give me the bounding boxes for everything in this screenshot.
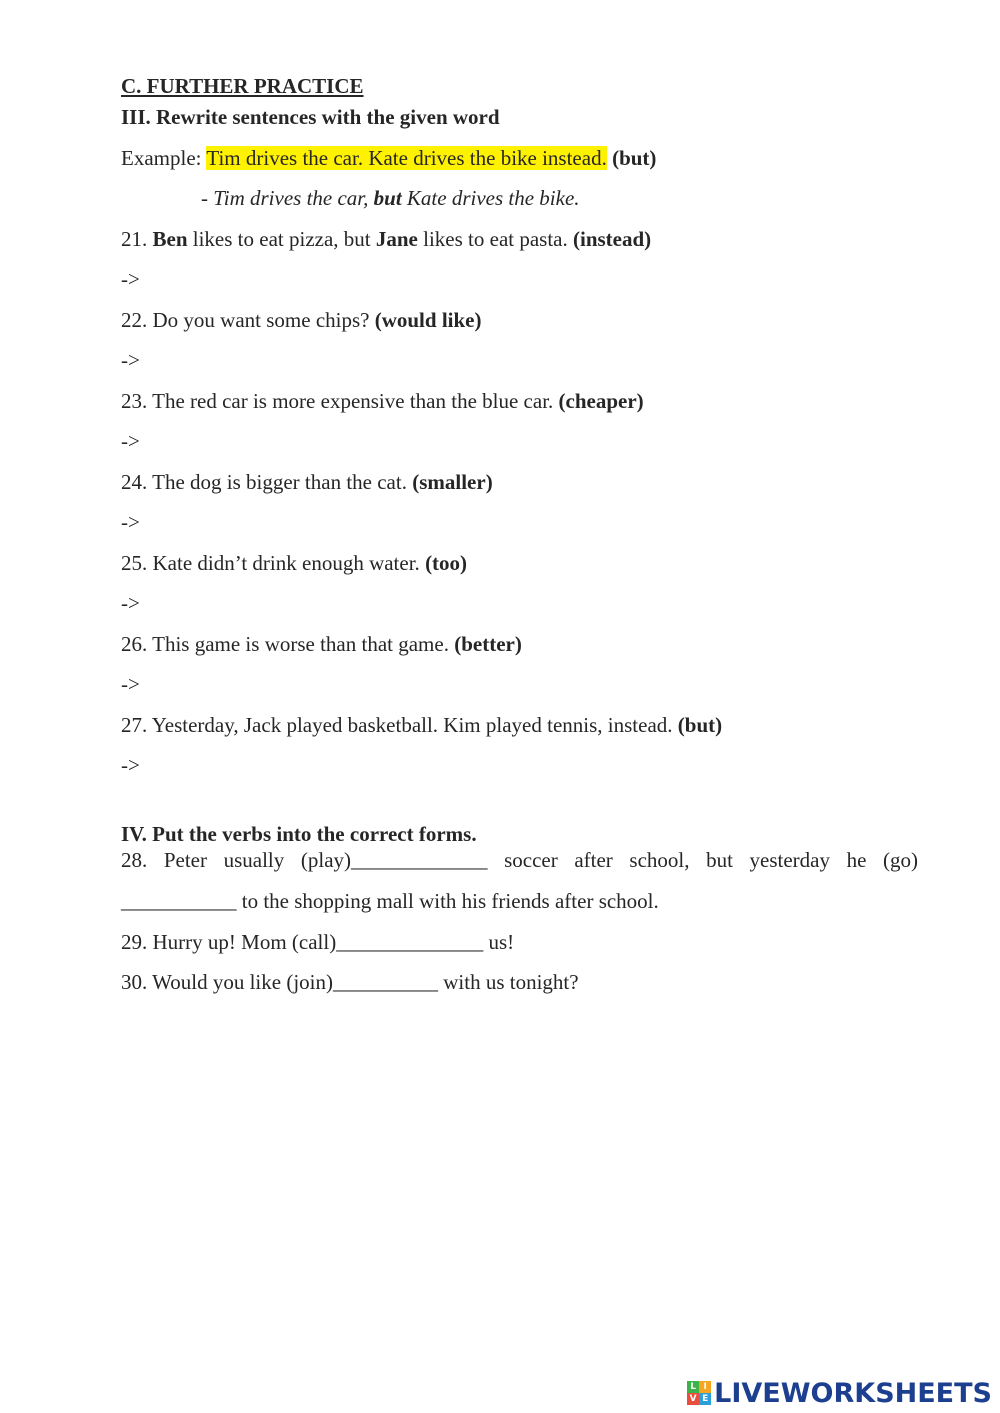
question-26 <box>121 631 920 657</box>
question-28-line2: ___________ to the shopping mall with his friends after school. <box>121 889 659 913</box>
question-24 <box>121 469 920 495</box>
answer-arrow-27: -> <box>121 753 140 777</box>
question-22 <box>121 307 920 333</box>
q26-text: 26. This game is worse than that game. <box>121 632 449 656</box>
example-answer <box>201 185 920 211</box>
logo-mark-letter: L <box>687 1381 699 1393</box>
q24-text: 24. The dog is bigger than the cat. <box>121 470 407 494</box>
q21-word: (instead) <box>573 227 652 251</box>
question-23 <box>121 388 920 414</box>
q22-text: 22. Do you want some chips? <box>121 308 370 332</box>
question-29: 29. Hurry up! Mom (call)______________ us! <box>121 930 515 954</box>
q21-text1: likes to eat pizza, but <box>192 227 371 251</box>
question-21 <box>121 226 920 252</box>
logo-text: LIVEWORKSHEETS <box>714 1377 992 1409</box>
example-answer-pre: - Tim drives the car, <box>201 186 369 210</box>
example-line <box>121 145 920 171</box>
q23-word: (cheaper) <box>558 389 644 413</box>
part3-heading: III. Rewrite sentences with the given word <box>121 105 500 129</box>
q27-text: 27. Yesterday, Jack played basketball. Kim played tennis, instead. <box>121 713 673 737</box>
liveworksheets-logo <box>687 1375 992 1411</box>
example-word: (but) <box>612 146 657 170</box>
q21-text2: likes to eat pasta. <box>423 227 568 251</box>
logo-mark-letter: E <box>699 1393 711 1405</box>
q24-word: (smaller) <box>412 470 493 494</box>
answer-arrow-25: -> <box>121 591 140 615</box>
logo-mark-letter: I <box>699 1381 711 1393</box>
question-28-line1: 28. Peter usually (play)_____________ soccer after school, but yesterday he (go) <box>121 848 918 872</box>
q26-word: (better) <box>454 632 522 656</box>
q21-name-ben: Ben <box>152 227 188 251</box>
example-label: Example: <box>121 146 202 170</box>
question-27 <box>121 712 920 738</box>
answer-arrow-24: -> <box>121 510 140 534</box>
section-title: C. FURTHER PRACTICE <box>121 74 364 98</box>
question-25 <box>121 550 920 576</box>
part4-heading: IV. Put the verbs into the correct forms. <box>121 822 477 846</box>
answer-arrow-21: -> <box>121 267 140 291</box>
example-sentence: Tim drives the car. Kate drives the bike instead. <box>206 146 607 170</box>
logo-mark-icon <box>687 1381 711 1405</box>
example-answer-bold: but <box>373 186 402 210</box>
q21-num: 21. <box>121 227 148 251</box>
q25-text: 25. Kate didn’t drink enough water. <box>121 551 420 575</box>
q27-word: (but) <box>677 713 723 737</box>
logo-mark-letter: V <box>687 1393 699 1405</box>
example-answer-post: Kate drives the bike. <box>406 186 580 210</box>
q22-word: (would like) <box>374 308 482 332</box>
question-30: 30. Would you like (join)__________ with us tonight? <box>121 970 579 994</box>
q23-text: 23. The red car is more expensive than the blue car. <box>121 389 554 413</box>
q25-word: (too) <box>425 551 468 575</box>
answer-arrow-26: -> <box>121 672 140 696</box>
answer-arrow-22: -> <box>121 348 140 372</box>
answer-arrow-23: -> <box>121 429 140 453</box>
q21-name-jane: Jane <box>375 227 418 251</box>
